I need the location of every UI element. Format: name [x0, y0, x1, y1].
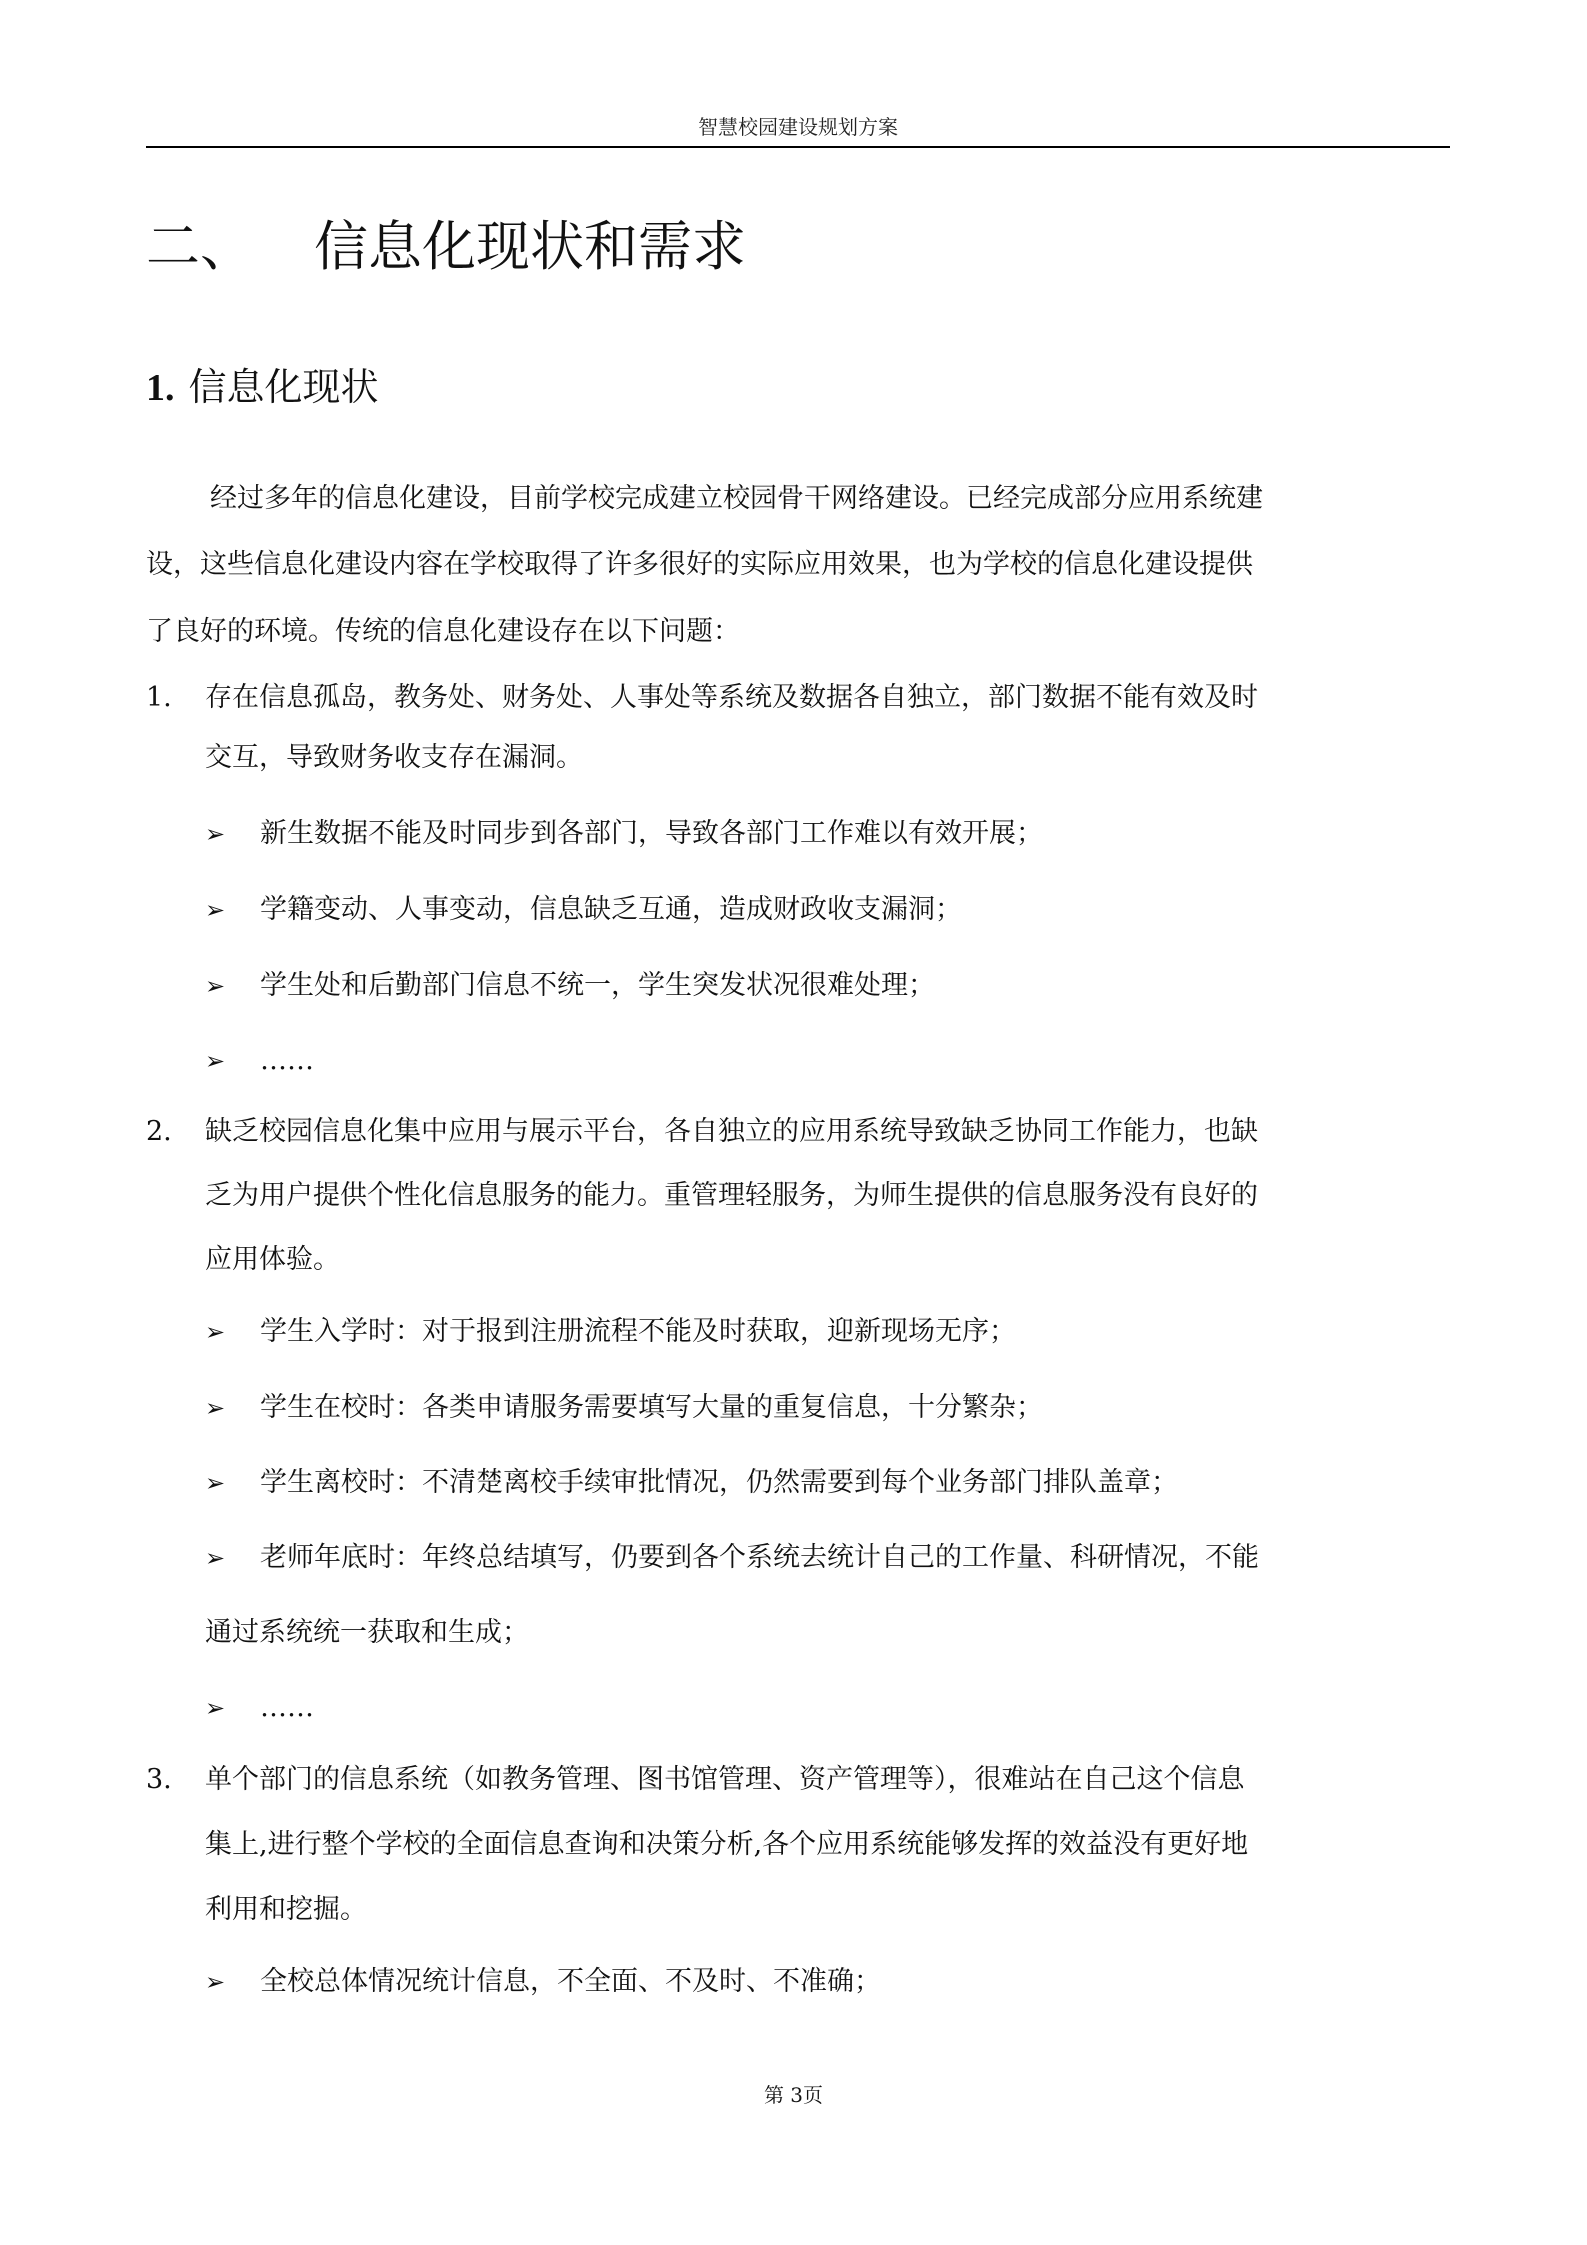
intro-line: 设，这些信息化建设内容在学校取得了许多很好的实际应用效果，也为学校的信息化建设提供	[146, 549, 1253, 580]
bullet-item: 学籍变动、人事变动，信息缺乏互通，造成财政收支漏洞；	[260, 894, 962, 925]
bullet-item: 学生在校时：各类申请服务需要填写大量的重复信息，十分繁杂；	[260, 1392, 1043, 1423]
page-footer	[0, 2080, 1587, 2110]
list-item-line: 单个部门的信息系统（如教务管理、图书馆管理、资产管理等），很难站在自己这个信息	[205, 1764, 1245, 1795]
list-item-line: 应用体验。	[205, 1244, 340, 1275]
list-item-number: 2.	[146, 1116, 172, 1147]
arrow-bullet-icon: ➢	[205, 1694, 226, 1722]
bullet-continuation: 通过系统统一获取和生成；	[205, 1617, 529, 1648]
intro-line: 经过多年的信息化建设，目前学校完成建立校园骨干网络建设。已经完成部分应用系统建	[210, 483, 1263, 514]
bullet-item: 学生离校时：不清楚离校手续审批情况，仍然需要到每个业务部门排队盖章；	[260, 1467, 1178, 1498]
header-title: 智慧校园建设规划方案	[698, 115, 898, 139]
intro-line: 了良好的环境。传统的信息化建设存在以下问题：	[146, 616, 740, 647]
arrow-bullet-icon: ➢	[205, 1047, 226, 1075]
bullet-item: 全校总体情况统计信息，不全面、不及时、不准确；	[260, 1966, 881, 1997]
list-item-line: 交互，导致财务收支存在漏洞。	[205, 742, 583, 773]
section-number: 1.	[146, 367, 175, 409]
list-item-line: 存在信息孤岛，教务处、财务处、人事处等系统及数据各自独立，部门数据不能有效及时	[205, 682, 1258, 713]
list-item-number: 1.	[146, 682, 172, 713]
page-header	[146, 112, 1450, 148]
chapter-heading	[146, 212, 746, 282]
section-title: 信息化现状	[188, 365, 379, 409]
bullet-item: 老师年底时：年终总结填写，仍要到各个系统去统计自己的工作量、科研情况，不能	[260, 1542, 1259, 1573]
arrow-bullet-icon: ➢	[205, 1968, 226, 1996]
page-number: 第 3页	[763, 2083, 824, 2107]
bullet-item: 学生入学时：对于报到注册流程不能及时获取，迎新现场无序；	[260, 1316, 1016, 1347]
arrow-bullet-icon: ➢	[205, 1394, 226, 1422]
arrow-bullet-icon: ➢	[205, 896, 226, 924]
list-item-line: 利用和挖掘。	[205, 1894, 367, 1925]
arrow-bullet-icon: ➢	[205, 972, 226, 1000]
arrow-bullet-icon: ➢	[205, 820, 226, 848]
list-item-number: 3.	[146, 1764, 172, 1795]
chapter-number: 二、	[146, 215, 254, 278]
arrow-bullet-icon: ➢	[205, 1469, 226, 1497]
arrow-bullet-icon: ➢	[205, 1318, 226, 1346]
bullet-item: ……	[260, 1692, 314, 1723]
bullet-item: ……	[260, 1045, 314, 1076]
section-heading	[146, 361, 379, 414]
arrow-bullet-icon: ➢	[205, 1544, 226, 1572]
chapter-title: 信息化现状和需求	[314, 215, 746, 278]
list-item-line: 乏为用户提供个性化信息服务的能力。重管理轻服务，为师生提供的信息服务没有良好的	[205, 1180, 1258, 1211]
bullet-item: 新生数据不能及时同步到各部门，导致各部门工作难以有效开展；	[260, 818, 1043, 849]
list-item-line: 缺乏校园信息化集中应用与展示平台，各自独立的应用系统导致缺乏协同工作能力，也缺	[205, 1116, 1258, 1147]
list-item-line: 集上,进行整个学校的全面信息查询和决策分析,各个应用系统能够发挥的效益没有更好地	[205, 1829, 1249, 1860]
bullet-item: 学生处和后勤部门信息不统一，学生突发状况很难处理；	[260, 970, 935, 1001]
